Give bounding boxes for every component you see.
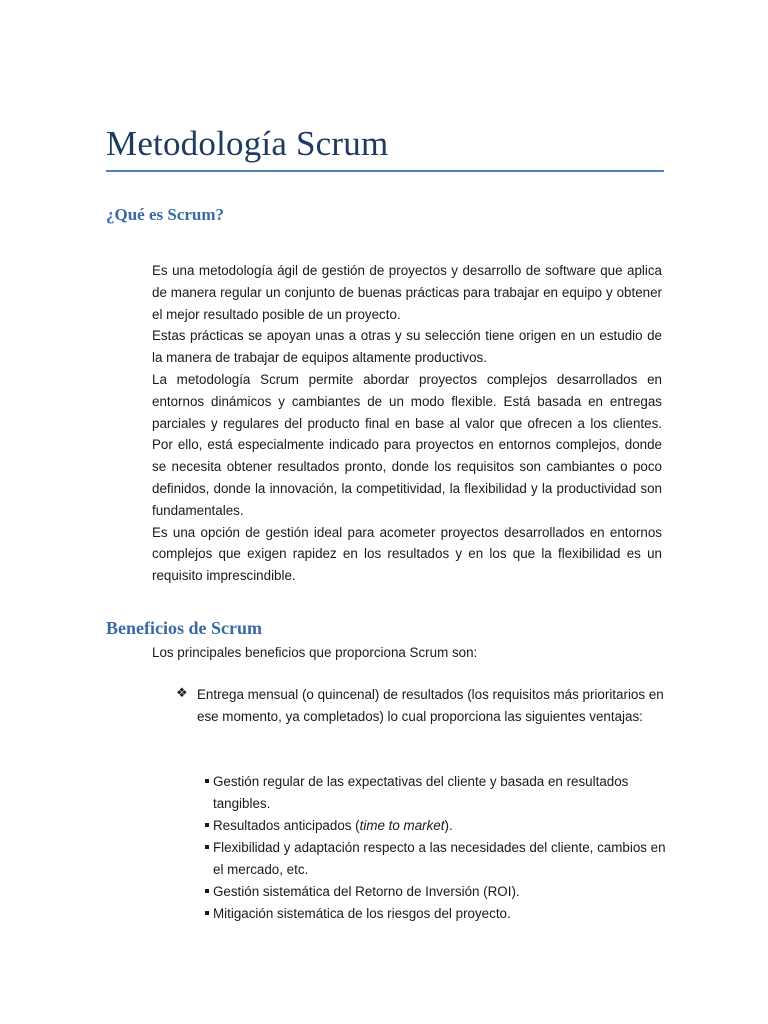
list-item: Gestión sistemática del Retorno de Inversión (ROI).: [205, 881, 675, 903]
square-bullet-icon: [205, 823, 209, 827]
main-bullet-text: Entrega mensual (o quincenal) de resultados (los requisitos más prioritarios en ese momento, ya completados) lo cual proporciona las siguientes ventajas:: [197, 687, 664, 725]
paragraph: Estas prácticas se apoyan unas a otras y su selección tiene origen en un estudio de la manera de trabajar de equipos altamente productivos.: [152, 328, 662, 366]
list-item: Gestión regular de las expectativas del cliente y basada en resultados tangibles.: [205, 771, 675, 815]
benefits-intro: Los principales beneficios que proporciona Scrum son:: [152, 645, 478, 660]
list-item: Mitigación sistemática de los riesgos del proyecto.: [205, 903, 675, 925]
italic-term: time to market: [359, 818, 445, 833]
page-title: Metodología Scrum: [106, 124, 389, 163]
main-bullet: [176, 684, 676, 729]
benefits-sub-list: [205, 771, 675, 925]
section-heading-what-is-scrum: ¿Qué es Scrum?: [106, 205, 225, 224]
section-heading-benefits: Beneficios de Scrum: [106, 618, 262, 638]
title-underline: [106, 170, 664, 172]
square-bullet-icon: [205, 779, 209, 783]
diamond-bullet-icon: ❖: [176, 685, 188, 700]
list-item: Resultados anticipados (time to market).: [205, 815, 675, 837]
paragraph: Es una opción de gestión ideal para acometer proyectos desarrollados en entornos complejos que exigen rapidez en los resultados y en los que la flexibilidad es un requisito imprescindible.: [152, 524, 662, 584]
section-body: [152, 260, 662, 587]
list-item: Flexibilidad y adaptación respecto a las necesidades del cliente, cambios en el mercado, etc.: [205, 837, 675, 881]
square-bullet-icon: [205, 911, 209, 915]
paragraph: Es una metodología ágil de gestión de proyectos y desarrollo de software que aplica de manera regular un conjunto de buenas prácticas para trabajar en equipo y obtener el mejor resultado posible de un proyecto.: [152, 263, 662, 322]
square-bullet-icon: [205, 889, 209, 893]
square-bullet-icon: [205, 845, 209, 849]
paragraph: La metodología Scrum permite abordar proyectos complejos desarrollados en entornos dinámicos y cambiantes de un modo flexible. Está basada en entregas parciales y regulares del producto final en base al valor que ofrecen a los clientes. Por ello, está especialmente indicado para proyectos en entornos complejos, donde se necesita obtener resultados pronto, donde los requisitos son cambiantes o poco definidos, donde la innovación, la competitividad, la flexibilidad y la productividad son fundamentales.: [152, 371, 662, 518]
